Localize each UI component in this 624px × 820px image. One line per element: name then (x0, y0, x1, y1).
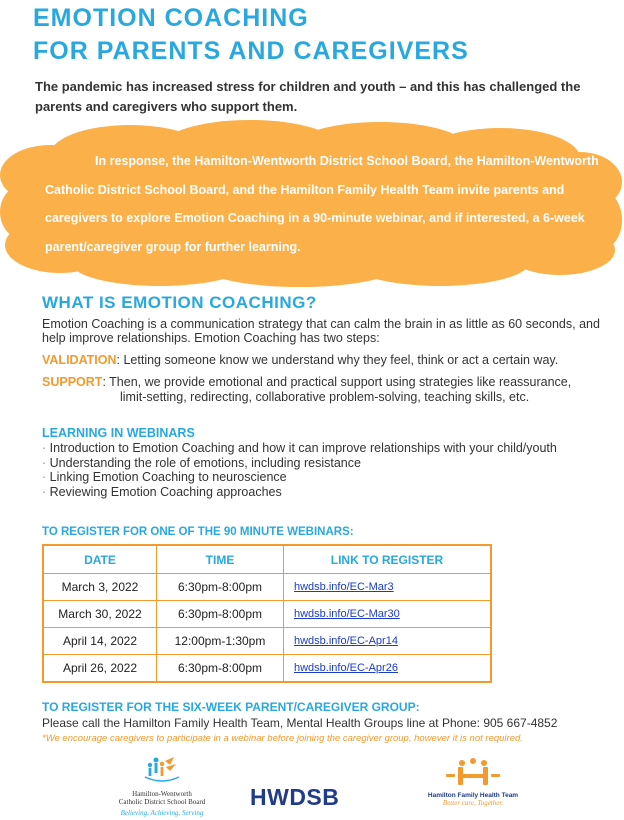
support-line (42, 375, 571, 389)
date-cell: March 30, 2022 (43, 601, 157, 628)
table-row (43, 601, 491, 628)
hfht-logo (418, 757, 528, 817)
webinar-topics-list (42, 441, 557, 499)
column-header-time: TIME (157, 545, 284, 574)
hwcdsb-name-line-2: Catholic District School Board (118, 798, 206, 806)
time-cell: 6:30pm-8:00pm (157, 655, 284, 683)
webinars-heading: LEARNING IN WEBINARS (42, 426, 195, 440)
list-item: · Linking Emotion Coaching to neuroscience (42, 470, 557, 485)
list-item: · Introduction to Emotion Coaching and how it can improve relationships with your child/youth (42, 441, 557, 456)
register-group-note: *We encourage caregivers to participate in a webinar before joining the caregiver group, however it is not required. (42, 733, 523, 744)
register-link[interactable]: hwdsb.info/EC-Apr14 (284, 628, 492, 655)
intro-text: The pandemic has increased stress for children and youth – and this has challenged the parents and caregivers who support them. (35, 79, 581, 114)
date-cell: April 26, 2022 (43, 655, 157, 683)
list-item: · Reviewing Emotion Coaching approaches (42, 485, 557, 500)
cloud-text: In response, the Hamilton-Wentworth District School Board, the Hamilton-Wentworth Catholic District School Board, and the Hamilton Family Health Team invite parents and caregivers to explore Emotion Coaching in a 90-minute webinar, and if interested, a 6-week parent/caregiver group for further learning. (45, 154, 599, 254)
register-link[interactable]: hwdsb.info/EC-Mar3 (284, 574, 492, 601)
title-line-2: FOR PARENTS AND CAREGIVERS (33, 37, 469, 65)
list-item: · Understanding the role of emotions, including resistance (42, 456, 557, 471)
table-row (43, 655, 491, 683)
column-header-link: LINK TO REGISTER (284, 545, 492, 574)
register-group-heading: TO REGISTER FOR THE SIX-WEEK PARENT/CAREGIVER GROUP: (42, 700, 420, 714)
validation-label: VALIDATION (42, 353, 117, 367)
register-link[interactable]: hwdsb.info/EC-Apr26 (284, 655, 492, 683)
time-cell: 12:00pm-1:30pm (157, 628, 284, 655)
register-group-text: Please call the Hamilton Family Health Team, Mental Health Groups line at Phone: 905 667-4852 (42, 716, 558, 730)
hfht-tagline: Better care, Together. (442, 799, 504, 807)
table-row (43, 574, 491, 601)
hwcdsb-emblem-icon (112, 755, 212, 785)
title-line-1: EMOTION COACHING (33, 4, 309, 32)
support-label: SUPPORT (42, 375, 103, 389)
hwcdsb-name-line-1: Hamilton-Wentworth (132, 790, 192, 798)
register-webinar-heading: TO REGISTER FOR ONE OF THE 90 MINUTE WEBINARS: (42, 526, 354, 538)
what-description: Emotion Coaching is a communication strategy that can calm the brain in as little as 60 seconds, and help improve relationships. Emotion Coaching has two steps: (42, 317, 600, 345)
table-header-row (43, 545, 491, 574)
date-cell: April 14, 2022 (43, 628, 157, 655)
column-header-date: DATE (43, 545, 157, 574)
hfht-name: Hamilton Family Health Team (427, 792, 519, 799)
hwdsb-logo: HWDSB (250, 784, 340, 810)
registration-table (42, 544, 492, 683)
time-cell: 6:30pm-8:00pm (157, 601, 284, 628)
date-cell: March 3, 2022 (43, 574, 157, 601)
register-link[interactable]: hwdsb.info/EC-Mar30 (284, 601, 492, 628)
validation-line (42, 353, 558, 367)
what-heading: WHAT IS EMOTION COACHING? (42, 293, 317, 312)
hwcdsb-tagline: Believing, Achieving, Serving (120, 809, 204, 817)
validation-text: : Letting someone know we understand why they feel, think or act a certain way. (116, 353, 559, 367)
hwcdsb-logo (112, 755, 212, 815)
support-text-1: : Then, we provide emotional and practical support using strategies like reassurance, (102, 375, 572, 389)
time-cell: 6:30pm-8:00pm (157, 574, 284, 601)
hfht-emblem-icon (418, 757, 528, 787)
support-text-2: limit-setting, redirecting, collaborative problem-solving, teaching skills, etc. (120, 390, 530, 404)
table-row (43, 628, 491, 655)
